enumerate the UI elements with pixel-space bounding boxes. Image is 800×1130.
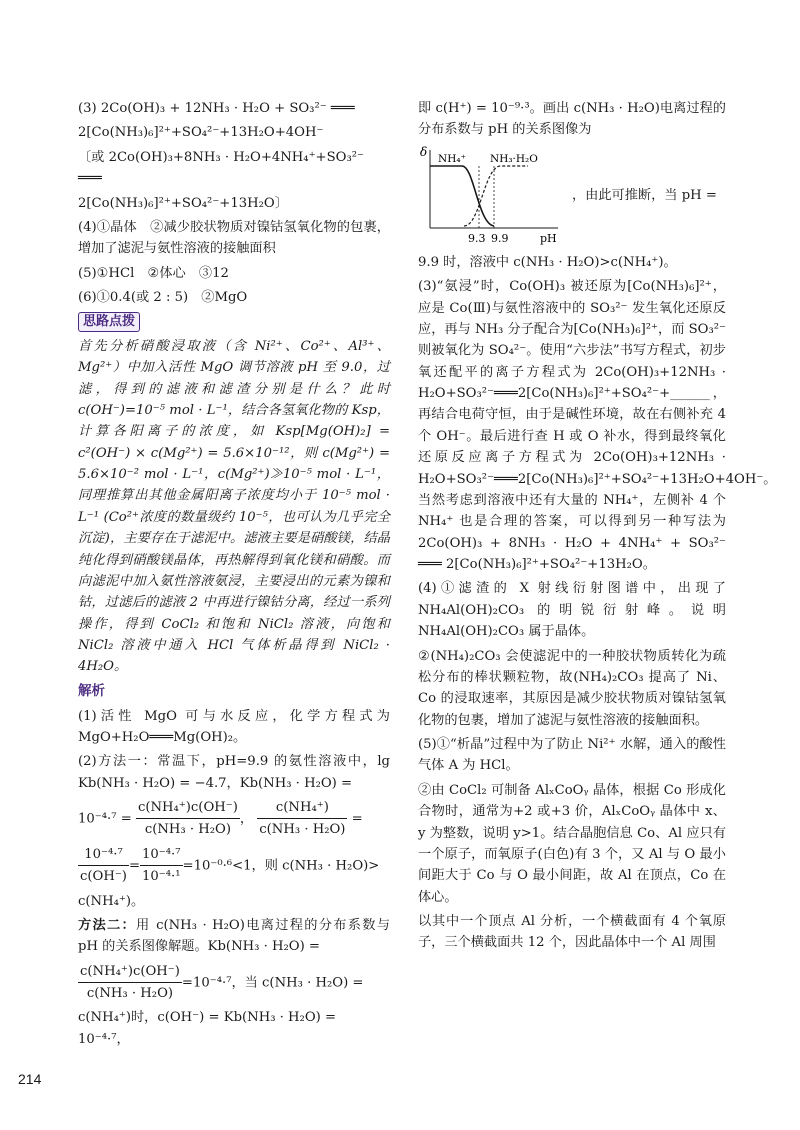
- fraction-kb-2: [78, 961, 182, 1005]
- analysis-2d: c(NH₄⁺)。: [78, 893, 145, 909]
- right-p5: ②(NH₄)₂CO₃ 会使滤泥中的一种胶状物质转化为疏松分布的棒状颗粒物，故(NH₄)₂CO₃ 提高了 Ni、Co 的浸取速率，其原因是减少胶状物质对镍钴氢氧化物的包裹，增加了滤泥与氨性溶液的接触面积。: [418, 648, 726, 728]
- fraction-kb: [136, 797, 240, 841]
- equals-sign: =: [351, 811, 363, 827]
- curve2-label: NH₃·H₂O: [490, 152, 538, 165]
- distribution-chart: [418, 144, 568, 248]
- thinking-text: 首先分析硝酸浸取液（含 Ni²⁺、Co²⁺、Al³⁺、Mg²⁺）中加入活性 MgO 调节溶液 pH 至 9.0，过滤，得到的滤液和滤渣分别是什么？此时 c(OH⁻)=10⁻⁵ mol · L⁻¹，结合各氢氧化物的 Ksp，计算各阳离子的浓度，如 Ksp[Mg(OH)₂] = c²(OH⁻) × c(Mg²⁺) = 5.6×10⁻¹²，则 c(Mg²⁺) = 5.6×10⁻² mol · L⁻¹，c(Mg²⁺)≫10⁻⁵ mol · L⁻¹，同理推算出其他金属阳离子浓度均小于 10⁻⁵ mol · L⁻¹ (Co²⁺浓度的数量级约 10⁻⁵，也可认为几乎完全沉淀)，主要存在于滤泥中。滤液主要是硝酸镁，结晶纯化得到硝酸镁晶体，再热解得到氧化镁和硝酸。而向滤泥中加入氨性溶液氨浸，主要浸出的元素为镍和钴，过滤后的滤液 2 中再进行镍钴分离，经过一系列操作，得到 CoCl₂ 和饱和 NiCl₂ 溶液，向饱和 NiCl₂ 溶液中通入 HCl 气体析晶得到 NiCl₂ · 4H₂O。: [78, 338, 390, 675]
- right-column: [418, 98, 777, 957]
- fraction-denominator: c(NH₃ · H₂O): [86, 986, 174, 1002]
- fraction-numerator: c(NH₄⁺)c(OH⁻): [78, 961, 182, 983]
- answer-3-line-2: 2[Co(NH₃)₆]²⁺+SO₄²⁻+13H₂O+4OH⁻: [78, 125, 324, 141]
- fraction-numerator: 10⁻⁴·⁷: [140, 844, 183, 866]
- method-2: [78, 915, 390, 958]
- fraction-denominator: 10⁻⁴·¹: [142, 869, 181, 885]
- left-column: [78, 98, 390, 1053]
- answer-6: (6)①0.4(或 2 : 5) ②MgO: [78, 290, 248, 305]
- right-p1: 即 c(H⁺) = 10⁻⁹·³。画出 c(NH₃ · H₂O)电离过程的分布系数与 pH 的关系图像为: [418, 101, 726, 138]
- method-2-after: =10⁻⁴·⁷，当 c(NH₃ · H₂O) =: [181, 975, 364, 991]
- curve1-label: NH₄⁺: [438, 152, 467, 165]
- analysis-2b: 10⁻⁴·⁷ = $\frac{\text{c(NH₄⁺)c(OH⁻)}}{\text{c(NH₃ · H₂O)}}$ ， $\frac{\text{c(NH₄⁺)}}{\text{c(NH₃ · H₂O)}}$ =: [78, 797, 390, 841]
- fraction-denominator: c(OH⁻): [80, 869, 127, 885]
- fig-after-text: ，由此可推断，当 pH =: [572, 188, 717, 204]
- right-p6: (5)①“析晶”过程中为了防止 Ni²⁺ 水解，通入的酸性气体 A 为 HCl。: [418, 737, 726, 774]
- analysis-1: (1)活性 MgO 可与水反应，化学方程式为 MgO+H₂O═══Mg(OH)₂。: [78, 708, 390, 745]
- analysis-2b-lhs: 10⁻⁴·⁷ =: [78, 811, 132, 827]
- fraction-1: [78, 844, 129, 888]
- method-2-label: 方法二：: [78, 917, 137, 933]
- answer-3-line-3: 〔或 2Co(OH)₃+8NH₃ · H₂O+4NH₄⁺+SO₃²⁻ ═══: [78, 149, 364, 187]
- right-p8: 以其中一个顶点 Al 分析，一个横截面有 4 个氧原子，三个横截面共 12 个，因此晶体中一个 Al 周围: [418, 914, 726, 951]
- thinking-tag: 思路点拨: [78, 312, 140, 332]
- distribution-figure: [418, 144, 726, 248]
- fraction-denominator: c(NH₃ · H₂O): [144, 822, 231, 838]
- fraction-denominator: c(NH₃ · H₂O): [259, 822, 346, 838]
- analysis-heading: 解析: [78, 682, 105, 699]
- tick1-label: 9.3: [468, 231, 486, 245]
- fraction-numerator: c(NH₄⁺): [257, 797, 347, 819]
- analysis-2a: (2)方法一：常温下，pH=9.9 的氨性溶液中，lg Kb(NH₃ · H₂O) = −4.7，Kb(NH₃ · H₂O) =: [78, 754, 390, 791]
- fraction-ratio: [257, 797, 347, 841]
- right-p3: (3)“氨浸”时，Co(OH)₃ 被还原为[Co(NH₃)₆]²⁺，应是 Co(Ⅲ)与氨性溶液中的 SO₃²⁻ 发生氧化还原反应，再与 NH₃ 分子配合为[Co(NH₃)₆]²⁺，而 SO₃²⁻ 则被氧化为 SO₄²⁻。使用“六步法”书写方程式，初步氧还配平的离子方程式为 2Co(OH)₃+12NH₃ · H₂O+SO₃²⁻═══2[Co(NH₃)₆]²⁺+SO₄²⁻+______，再结合电荷守恒，由于是碱性环境，故在右侧补充 4 个 OH⁻。最后进行查 H 或 O 补水，得到最终氧化还原反应离子方程式为 2Co(OH)₃+12NH₃ · H₂O+SO₃²⁻═══2[Co(NH₃)₆]²⁺+SO₄²⁻+13H₂O+4OH⁻。当然考虑到溶液中还有大量的 NH₄⁺，左侧补 4 个 NH₄⁺ 也是合理的答案，可以得到另一种写法为 2Co(OH)₃ + 8NH₃ · H₂O + 4NH₄⁺ + SO₃²⁻ ═══ 2[Co(NH₃)₆]²⁺+SO₄²⁻+13H₂O。: [418, 279, 777, 572]
- answer-3-line-1: (3) 2Co(OH)₃ + 12NH₃ · H₂O + SO₃²⁻ ═══: [78, 101, 355, 116]
- x-axis-label: pH: [540, 231, 557, 245]
- answer-4: (4)①晶体 ②减少胶状物质对镍钴氢氧化物的包裹，增加了滤泥与氨性溶液的接触面积: [78, 219, 390, 257]
- page-number: 214: [18, 1071, 42, 1087]
- fraction-numerator: c(NH₄⁺)c(OH⁻): [136, 797, 240, 819]
- method-2-fraction-line: [78, 961, 390, 1005]
- right-p4: (4)①滤渣的 X 射线衍射图谱中，出现了 NH₄Al(OH)₂CO₃ 的明锐衍射峰。说明 NH₄Al(OH)₂CO₃ 属于晶体。: [418, 581, 726, 640]
- method-2-last: c(NH₄⁺)时，c(OH⁻) = Kb(NH₃ · H₂O) = 10⁻⁴·⁷，: [78, 1010, 337, 1047]
- right-p7: ②由 CoCl₂ 可制备 AlₓCoOᵧ 晶体，根据 Co 形成化合物时，通常为+2 或+3 价，AlₓCoOᵧ 晶体中 x、y 为整数，说明 y>1。结合晶胞信息 Co、Al 应只有一个原子，而氧原子(白色)有 3 个，又 Al 与 O 最小间距大于 Co 与 O 最小间距，故 Al 在顶点，Co 在体心。: [418, 782, 726, 905]
- answer-5: (5)①HCl ②体心 ③12: [78, 265, 229, 281]
- answer-3-line-4: 2[Co(NH₃)₆]²⁺+SO₄²⁻+13H₂O〕: [78, 195, 288, 211]
- method-2-text: 用 c(NH₃ · H₂O)电离过程的分布系数与 pH 的关系图像解题。Kb(NH₃ · H₂O) =: [78, 917, 390, 955]
- fraction-2: [140, 844, 183, 888]
- analysis-2c: $\frac{\text{10⁻⁴·⁷}}{c(OH^-)}$ = $\frac{\text{10⁻⁴·⁷}}{\text{10⁻⁴·¹}}$ =10⁻⁰·⁶<1，则 c(NH₃ · H₂O)>: [78, 844, 390, 888]
- nh3h2o-curve: [464, 166, 528, 226]
- nh4-curve: [430, 166, 494, 226]
- y-axis-label: δ: [420, 144, 428, 159]
- analysis-2c-tail: =10⁻⁰·⁶<1，则 c(NH₃ · H₂O)>: [182, 858, 380, 874]
- fraction-numerator: 10⁻⁴·⁷: [78, 844, 129, 866]
- tick2-label: 9.9: [491, 231, 509, 245]
- right-p2: 9.9 时，溶液中 c(NH₃ · H₂O)>c(NH₄⁺)。: [418, 254, 677, 270]
